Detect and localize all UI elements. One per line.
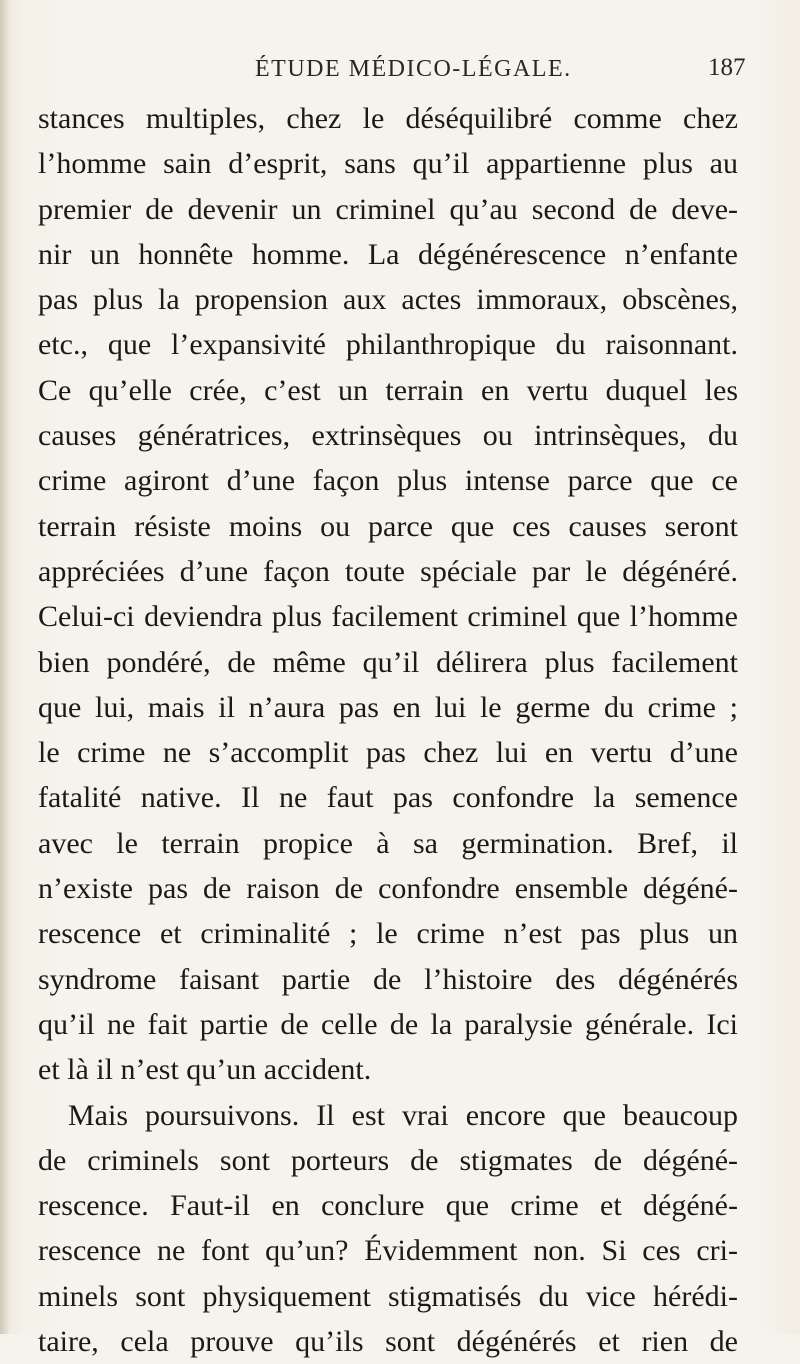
text-line: de criminels sont porteurs de stigmates de dégéné- [38, 1143, 738, 1177]
text-line: le crime ne s’accomplit pas chez lui en vertu d’une [38, 736, 738, 770]
running-title: ÉTUDE MÉDICO-LÉGALE. [255, 56, 572, 82]
text-line: pas plus la propension aux actes immoraux, obscènes, [38, 283, 738, 317]
text-line: terrain résiste moins ou parce que ces causes seront [38, 509, 738, 543]
body-text [38, 96, 738, 1364]
text-line: taire, cela prouve qu’ils sont dégénérés et rien de [38, 1325, 738, 1359]
text-line: causes génératrices, extrinsèques ou intrinsèques, du [38, 419, 738, 453]
text-line: qu’il ne fait partie de celle de la paralysie générale. Ici [38, 1007, 738, 1041]
text-line: syndrome faisant partie de l’histoire des dégénérés [38, 962, 738, 996]
text-line: rescence. Faut-il en conclure que crime et dégéné- [38, 1189, 738, 1223]
text-line: bien pondéré, de même qu’il délirera plus facilement [38, 645, 738, 679]
text-line: Mais poursuivons. Il est vrai encore que beaucoup [68, 1098, 738, 1132]
text-line: stances multiples, chez le déséquilibré comme chez [38, 102, 738, 135]
text-line: n’existe pas de raison de confondre ensemble dégéné- [38, 872, 738, 906]
text-line: etc., que l’expansivité philanthropique du raisonnant. [38, 328, 738, 362]
text-line: crime agiront d’une façon plus intense parce que ce [38, 464, 738, 498]
text-line: Celui-ci deviendra plus facilement criminel que l’homme [38, 600, 738, 634]
paragraph-end-line: et là il n’est qu’un accident. [38, 1053, 372, 1087]
text-line: premier de devenir un criminel qu’au second de deve- [38, 192, 738, 226]
text-line: fatalité native. Il ne faut pas confondre la semence [38, 781, 738, 815]
page-number: 187 [708, 54, 746, 81]
text-line: que lui, mais il n’aura pas en lui le germe du crime ; [38, 690, 738, 724]
text-line: avec le terrain propice à sa germination. Bref, il [38, 826, 738, 860]
text-line: rescence et criminalité ; le crime n’est pas plus un [38, 917, 738, 951]
text-line: rescence ne font qu’un? Évidemment non. Si ces cri- [38, 1234, 738, 1268]
page-gutter-shadow [0, 0, 10, 1334]
text-line: minels sont physiquement stigmatisés du vice hérédi- [38, 1279, 738, 1313]
text-line: l’homme sain d’esprit, sans qu’il appartienne plus au [38, 147, 738, 181]
text-line: Ce qu’elle crée, c’est un terrain en vertu duquel les [38, 373, 738, 407]
text-line: appréciées d’une façon toute spéciale par le dégénéré. [38, 554, 738, 588]
text-line: nir un honnête homme. La dégénérescence n’enfante [38, 237, 738, 271]
